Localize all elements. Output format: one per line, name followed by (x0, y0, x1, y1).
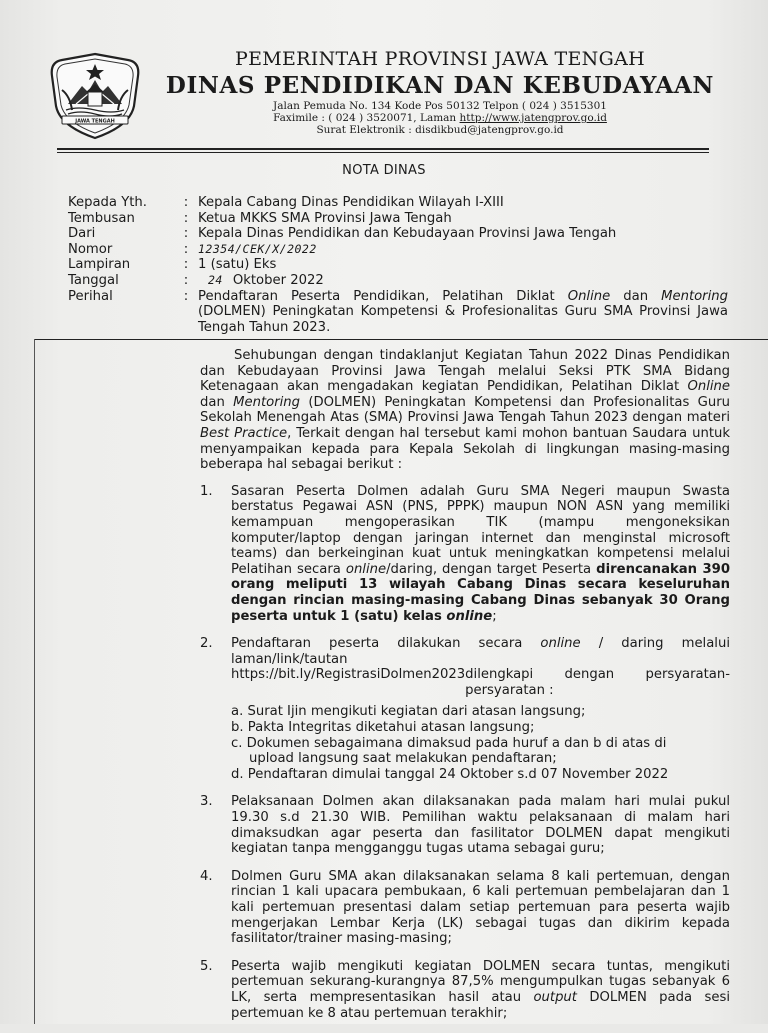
header-label: Nomor (68, 241, 113, 257)
letterhead-government: PEMERINTAH PROVINSI JAWA TENGAH (235, 48, 645, 70)
jawa-tengah-emblem (48, 50, 142, 140)
header-value: Ketua MKKS SMA Provinsi Jawa Tengah (198, 210, 452, 226)
perihal-part: Pendaftaran Peserta Pendidikan, Pelatihan Diklat (198, 288, 568, 304)
handwritten-number: 12354/CEK/X/2022 (198, 241, 317, 256)
perihal-part: (DOLMEN) Peningkatan Kompetensi & Profesionalitas Guru SMA Provinsi Jawa Tengah Tahun 2023. (198, 304, 728, 335)
list-item-5 (200, 959, 730, 1021)
requirement-item-continuation: upload langsung saat melakukan pendaftaran; (249, 751, 557, 767)
memo-header (68, 195, 728, 335)
margin-line (34, 339, 35, 1024)
letterhead-fax: Faximile : ( 024 ) 3520071, Laman (273, 112, 460, 124)
list-item-4 (200, 869, 730, 947)
item-italic: online (540, 636, 581, 652)
requirement-item: c. Dokumen sebagaimana dimaksud pada huruf a dan b di atas di (231, 735, 667, 751)
header-value: Kepala Cabang Dinas Pendidikan Wilayah I-XIII (198, 195, 504, 210)
link-line (231, 667, 730, 698)
header-colon: : (183, 210, 189, 226)
item-text-block (231, 636, 730, 667)
letterhead-email: Surat Elektronik : disdikbud@jatengprov.go.id (316, 124, 564, 136)
item-text: / daring melalui laman/link/tautan (231, 636, 730, 667)
letterhead (150, 46, 730, 136)
list-item-2 (200, 636, 730, 782)
item-text: Pendaftaran peserta dilakukan secara (231, 636, 541, 652)
svg-text:JAWA TENGAH: JAWA TENGAH (75, 118, 115, 125)
item-number: 3. (200, 794, 213, 810)
header-row-dari (68, 226, 728, 242)
item-text: Pelaksanaan Dolmen akan dilaksanakan pada malam hari mulai pukul 19.30 s.d 21.30 WIB. Pemilihan waktu pelaksanaan di malam hari dimaksudkan agar peserta dan fasilitator DOLMEN dapat mengikuti kegiatan tanpa mengganggu tugas utama sebagai guru; (231, 794, 730, 857)
intro-italic: Online (687, 379, 730, 395)
header-row-perihal (68, 289, 728, 336)
item-number: 2. (200, 636, 213, 652)
item-text: /daring, dengan target Peserta (386, 561, 597, 577)
item-bold: direncanakan 390 orang meliputi 13 wilayah Cabang Dinas secara keseluruhan dengan rincian masing-masing Cabang Dinas sebanyak 30 Orang peserta untuk 1 (satu) kelas (231, 561, 730, 624)
header-colon: : (183, 288, 189, 304)
item-text: Dolmen Guru SMA akan dilaksanakan selama 8 kali pertemuan, dengan rincian 1 kali upacara pembukaan, 6 kali pertemuan pembelajaran dan 1 kali pertemuan presentasi dalam setiap pertemuan para peserta wajib mengerjakan Lembar Kerja (LK) sebagai tugas dan dikirim kepada fasilitator/trainer masing-masing; (231, 868, 730, 947)
handwritten-day: 24 (208, 272, 223, 287)
item-number: 4. (200, 868, 213, 884)
list-item-1 (200, 484, 730, 624)
document-title: NOTA DINAS (342, 163, 426, 178)
requirements-list (231, 704, 730, 782)
registration-link[interactable]: https://bit.ly/RegistrasiDolmen2023 (231, 667, 466, 683)
header-row-lampiran (68, 257, 728, 273)
item-number: 5. (200, 958, 213, 974)
letterhead-agency: DINAS PENDIDIKAN DAN KEBUDAYAAN (165, 72, 715, 99)
separator-rule (34, 339, 768, 340)
intro-paragraph (200, 348, 730, 473)
header-label: Tanggal (68, 272, 119, 288)
header-label: Tembusan (68, 210, 135, 226)
header-value: Kepala Dinas Pendidikan dan Kebudayaan Provinsi Jawa Tengah (198, 226, 617, 242)
item-italic: output (533, 989, 577, 1005)
perihal-part: Online (567, 288, 611, 304)
perihal-part: dan (610, 288, 662, 304)
header-row-kepada (68, 195, 728, 211)
memo-body (200, 348, 730, 1033)
header-row-nomor (68, 242, 728, 258)
requirement-item: a. Surat Ijin mengikuti kegiatan dari atasan langsung; (231, 704, 586, 720)
item-italic: online (345, 561, 387, 577)
header-colon: : (183, 272, 189, 288)
item-text: ; (492, 608, 497, 624)
header-label: Dari (68, 226, 96, 242)
header-label: Kepada Yth. (68, 195, 147, 210)
item-text: Peserta wajib mengikuti kegiatan DOLMEN secara tuntas, mengikuti pertemuan sekurang-kurangnya 87,5% mengumpulkan tugas sebanyak 6 LK, serta mempresentasikan hasil atau (231, 958, 730, 1005)
header-colon: : (183, 195, 189, 210)
item-bold-italic: online (446, 608, 493, 624)
requirement-item: b. Pakta Integritas diketahui atasan langsung; (231, 720, 535, 736)
header-row-tembusan (68, 211, 728, 227)
item-text: DOLMEN pada sesi pertemuan ke 8 atau pertemuan terakhir; (231, 989, 730, 1021)
header-value (198, 289, 728, 336)
item-text: dilengkapi dengan persyaratan-persyaratan : (465, 667, 730, 698)
item-text: Sasaran Peserta Dolmen adalah Guru SMA Negeri maupun Swasta berstatus Pegawai ASN (PNS, PPPK) maupun NON ASN yang memiliki kemampuan mengoperasikan TIK (mampu mengoneksikan komputer/laptop dengan jaringan internet dan menginstal microsoft teams) dan berkeinginan kuat untuk meningkatkan kompetensi melalui Pelatihan secara (231, 483, 730, 577)
letterhead-fax-web (150, 112, 730, 124)
website-link[interactable]: http://www.jatengprov.go.id (459, 112, 607, 124)
item-number: 1. (200, 483, 213, 499)
intro-text: dan (200, 394, 234, 410)
intro-italic: Mentoring (233, 394, 301, 410)
header-label: Lampiran (68, 257, 131, 273)
letterhead-rule-thin (57, 152, 709, 153)
date-month-year: Oktober 2022 (232, 272, 324, 288)
header-value: 1 (satu) Eks (198, 257, 277, 273)
list-item-3 (200, 794, 730, 856)
header-label: Perihal (68, 288, 113, 304)
requirement-item: d. Pendaftaran dimulai tanggal 24 Oktober s.d 07 November 2022 (231, 766, 669, 782)
header-row-tanggal (68, 273, 728, 289)
header-value (198, 273, 728, 289)
letterhead-rule-thick (57, 148, 709, 150)
perihal-part: Mentoring (661, 288, 728, 304)
intro-text: Sehubungan dengan tindaklanjut Kegiatan Tahun 2022 Dinas Pendidikan dan Kebudayaan Provinsi Jawa Tengah melalui Seksi PTK SMA Bidang Ketenagaan akan mengadakan kegiatan Pendidikan, Pelatihan Diklat (200, 348, 730, 395)
intro-text: , Terkait dengan hal tersebut kami mohon bantuan Saudara untuk menyampaikan kepada para Kepala Sekolah di lingkungan masing-masing beberapa hal sebagai berikut : (200, 425, 730, 473)
header-colon: : (183, 226, 189, 242)
intro-italic: Best Practice (200, 425, 288, 441)
header-colon: : (183, 241, 189, 257)
letterhead-address: Jalan Pemuda No. 134 Kode Pos 50132 Telpon ( 024 ) 3515301 (273, 100, 607, 112)
header-colon: : (183, 257, 189, 273)
intro-text: (DOLMEN) Peningkatan Kompetensi dan Profesionalitas Guru Sekolah Menengah Atas (SMA) Provinsi Jawa Tengah Tahun 2023 dengan materi (200, 394, 730, 426)
